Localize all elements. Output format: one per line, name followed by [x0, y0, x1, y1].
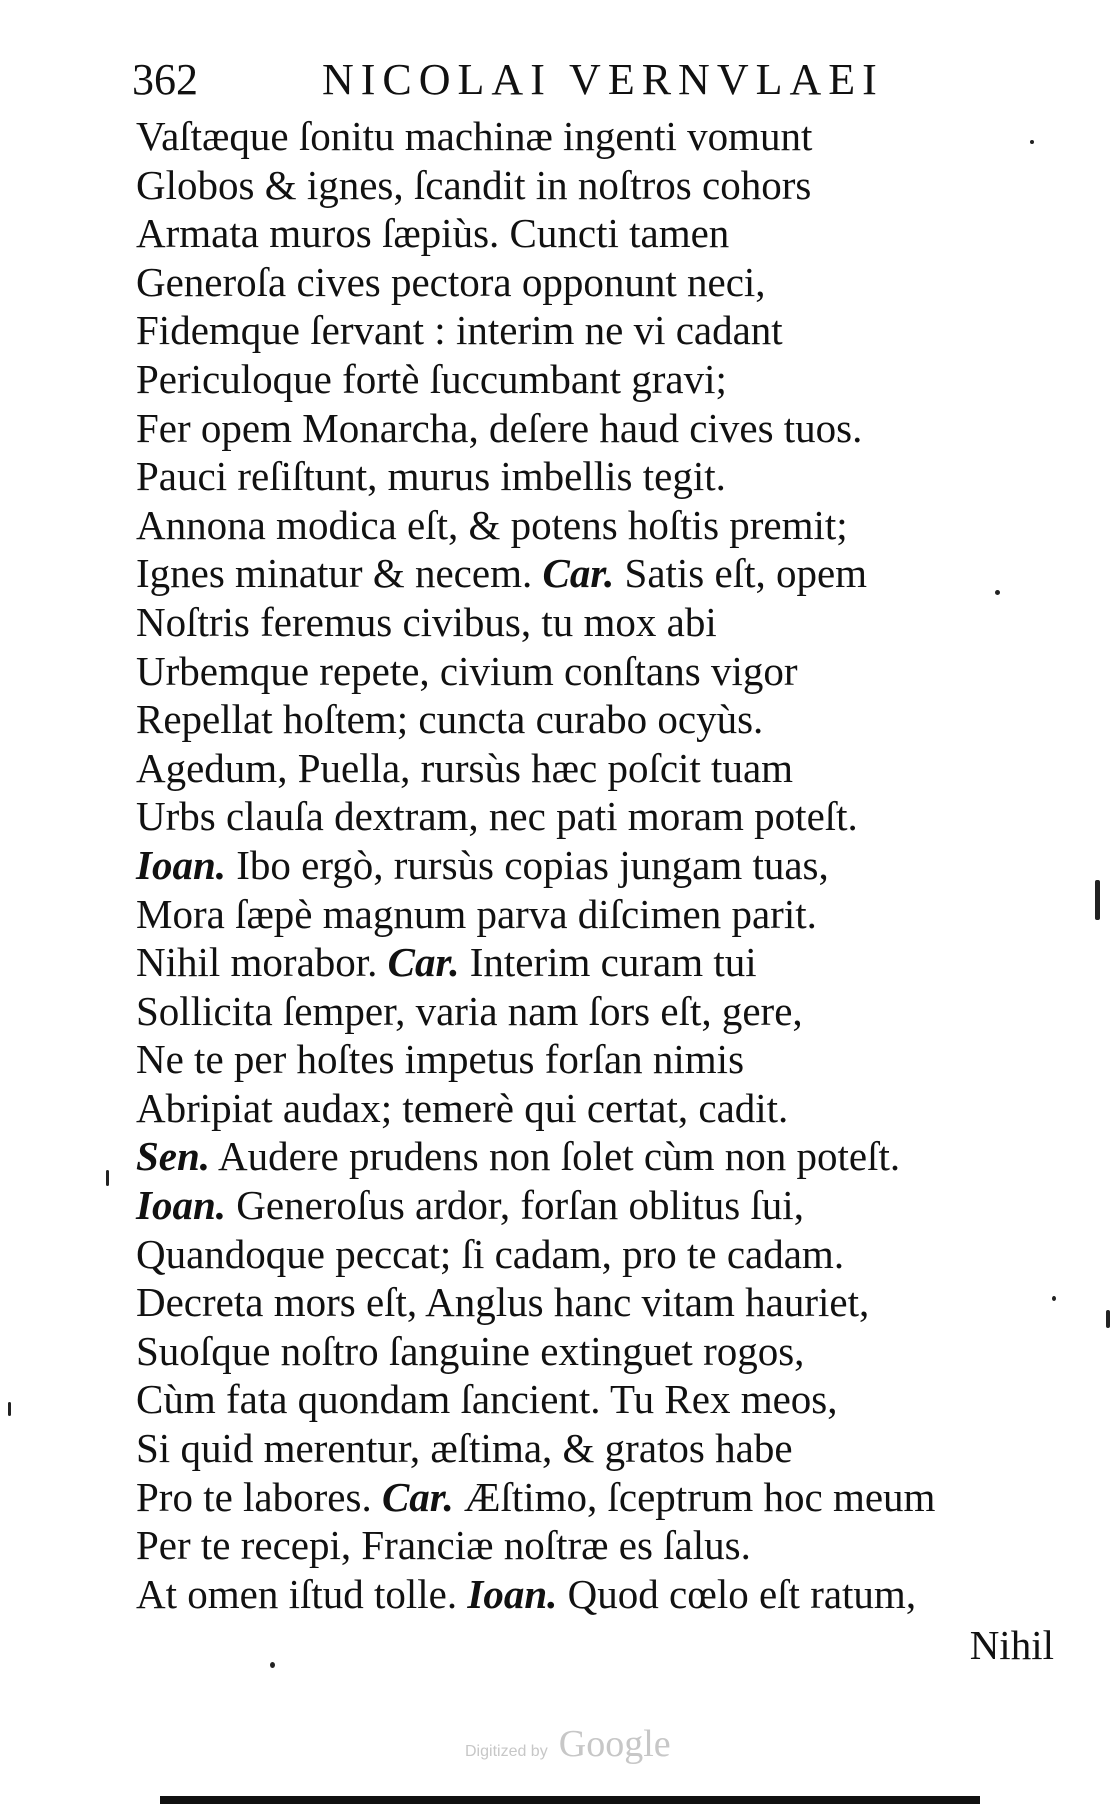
verse-text-segment: Audere prudens non ſolet cùm non poteſt. — [210, 1133, 901, 1180]
verse-text-segment: Suoſque noſtro ſanguine extinguet rogos, — [136, 1327, 805, 1374]
verse-line — [136, 452, 1066, 501]
verse-line — [136, 1035, 1066, 1084]
verse-text-segment: Generoſus ardor, forſan oblitus ſui, — [226, 1182, 804, 1229]
verse-line — [136, 1181, 1066, 1230]
verse-line — [136, 1132, 1066, 1181]
verse-line — [136, 1278, 1066, 1327]
verse-text-segment: Quandoque peccat; ſi cadam, pro te cadam. — [136, 1230, 845, 1277]
verse-line — [136, 355, 1066, 404]
verse-text-segment: Abripiat audax; temerè qui certat, cadit. — [136, 1084, 789, 1131]
verse-text-segment: Æſtimo, ſceptrum hoc meum — [453, 1473, 936, 1520]
verse-line — [136, 549, 1066, 598]
verse-line — [136, 1424, 1066, 1473]
scan-speck — [1095, 880, 1100, 920]
speaker-label: Ioan. — [136, 1182, 227, 1229]
scan-speck — [1106, 1310, 1110, 1328]
verse-line — [136, 1521, 1066, 1570]
verse-text-segment: Fer opem Monarcha, deſere haud cives tuos. — [136, 404, 863, 451]
verse-line — [136, 890, 1066, 939]
verse-line — [136, 306, 1066, 355]
verse-text — [136, 112, 1066, 1618]
speaker-label: Ioan. — [467, 1570, 558, 1617]
verse-text-segment: Ibo ergò, rursùs copias jungam tuas, — [226, 841, 829, 888]
digitization-watermark — [465, 1722, 671, 1766]
verse-text-segment: Ne te per hoſtes impetus forſan nimis — [136, 1036, 745, 1083]
scan-speck — [8, 1402, 11, 1416]
verse-text-segment: Decreta mors eſt, Anglus hanc vitam hauriet, — [136, 1279, 870, 1326]
verse-text-segment: Satis eſt, opem — [614, 550, 868, 597]
scan-speck — [106, 1170, 109, 1186]
verse-line — [136, 1473, 1066, 1522]
verse-line — [136, 1570, 1066, 1619]
verse-text-segment: Si quid merentur, æſtima, & gratos habe — [136, 1425, 793, 1472]
verse-text-segment: Generoſa cives pectora opponunt neci, — [136, 258, 766, 305]
verse-line — [136, 598, 1066, 647]
verse-line — [136, 112, 1066, 161]
speaker-label: Car. — [542, 550, 615, 597]
verse-line — [136, 987, 1066, 1036]
scan-speck — [995, 590, 1000, 595]
page-number: 362 — [132, 55, 198, 104]
verse-text-segment: Agedum, Puella, rursùs hæc poſcit tuam — [136, 744, 794, 791]
scan-speck — [270, 1662, 275, 1668]
speaker-label: Car. — [381, 1473, 454, 1520]
verse-line — [136, 1327, 1066, 1376]
verse-line — [136, 404, 1066, 453]
verse-line — [136, 1230, 1066, 1279]
verse-text-segment: Pro te labores. — [136, 1473, 382, 1520]
scan-speck — [1030, 140, 1034, 144]
verse-line — [136, 647, 1066, 696]
speaker-label: Car. — [387, 939, 460, 986]
verse-text-segment: Cùm fata quondam ſancient. Tu Rex meos, — [136, 1376, 838, 1423]
scan-speck — [1052, 1296, 1056, 1301]
watermark-prefix: Digitized by — [465, 1743, 548, 1760]
speaker-label: Sen. — [136, 1133, 211, 1180]
running-head — [132, 52, 932, 108]
verse-text-segment: Quod cœlo eſt ratum, — [557, 1570, 917, 1617]
verse-text-segment: Sollicita ſemper, varia nam ſors eſt, gere, — [136, 987, 803, 1034]
verse-line — [136, 938, 1066, 987]
verse-text-segment: Ignes minatur & necem. — [136, 550, 543, 597]
verse-line — [136, 1375, 1066, 1424]
catchword: Nihil — [969, 1622, 1054, 1668]
verse-text-segment: Nihil morabor. — [136, 939, 388, 986]
google-logo: Google — [558, 1723, 671, 1765]
verse-text-segment: Globos & ignes, ſcandit in noſtros cohors — [136, 161, 812, 208]
verse-text-segment: Armata muros ſæpiùs. Cuncti tamen — [136, 210, 730, 257]
bottom-rule — [160, 1796, 980, 1804]
verse-text-segment: Noſtris feremus civibus, tu mox abi — [136, 598, 717, 645]
verse-text-segment: At omen iſtud tolle. — [136, 1570, 468, 1617]
verse-text-segment: Vaſtæque ſonitu machinæ ingenti vomunt — [136, 113, 813, 159]
verse-line — [136, 501, 1066, 550]
verse-line — [136, 1084, 1066, 1133]
speaker-label: Ioan. — [136, 841, 227, 888]
verse-text-segment: Urbemque repete, civium conſtans vigor — [136, 647, 798, 694]
verse-text-segment: Pauci reſiſtunt, murus imbellis tegit. — [136, 453, 726, 500]
verse-line — [136, 744, 1066, 793]
running-title: NICOLAI VERNVLAEI — [322, 55, 884, 104]
verse-text-segment: Urbs clauſa dextram, nec pati moram poteſt. — [136, 793, 858, 840]
verse-line — [136, 209, 1066, 258]
verse-text-segment: Periculoque fortè ſuccumbant gravi; — [136, 355, 727, 402]
verse-text-segment: Repellat hoſtem; cuncta curabo ocyùs. — [136, 696, 764, 743]
verse-text-segment: Annona modica eſt, & potens hoſtis premit; — [136, 501, 848, 548]
verse-line — [136, 792, 1066, 841]
verse-line — [136, 695, 1066, 744]
verse-line — [136, 258, 1066, 307]
verse-text-segment: Per te recepi, Franciæ noſtræ es ſalus. — [136, 1522, 751, 1569]
verse-text-segment: Fidemque ſervant : interim ne vi cadant — [136, 307, 783, 354]
verse-line — [136, 161, 1066, 210]
verse-text-segment: Interim curam tui — [459, 939, 757, 986]
verse-text-segment: Mora ſæpè magnum parva diſcimen parit. — [136, 890, 817, 937]
verse-line — [136, 841, 1066, 890]
